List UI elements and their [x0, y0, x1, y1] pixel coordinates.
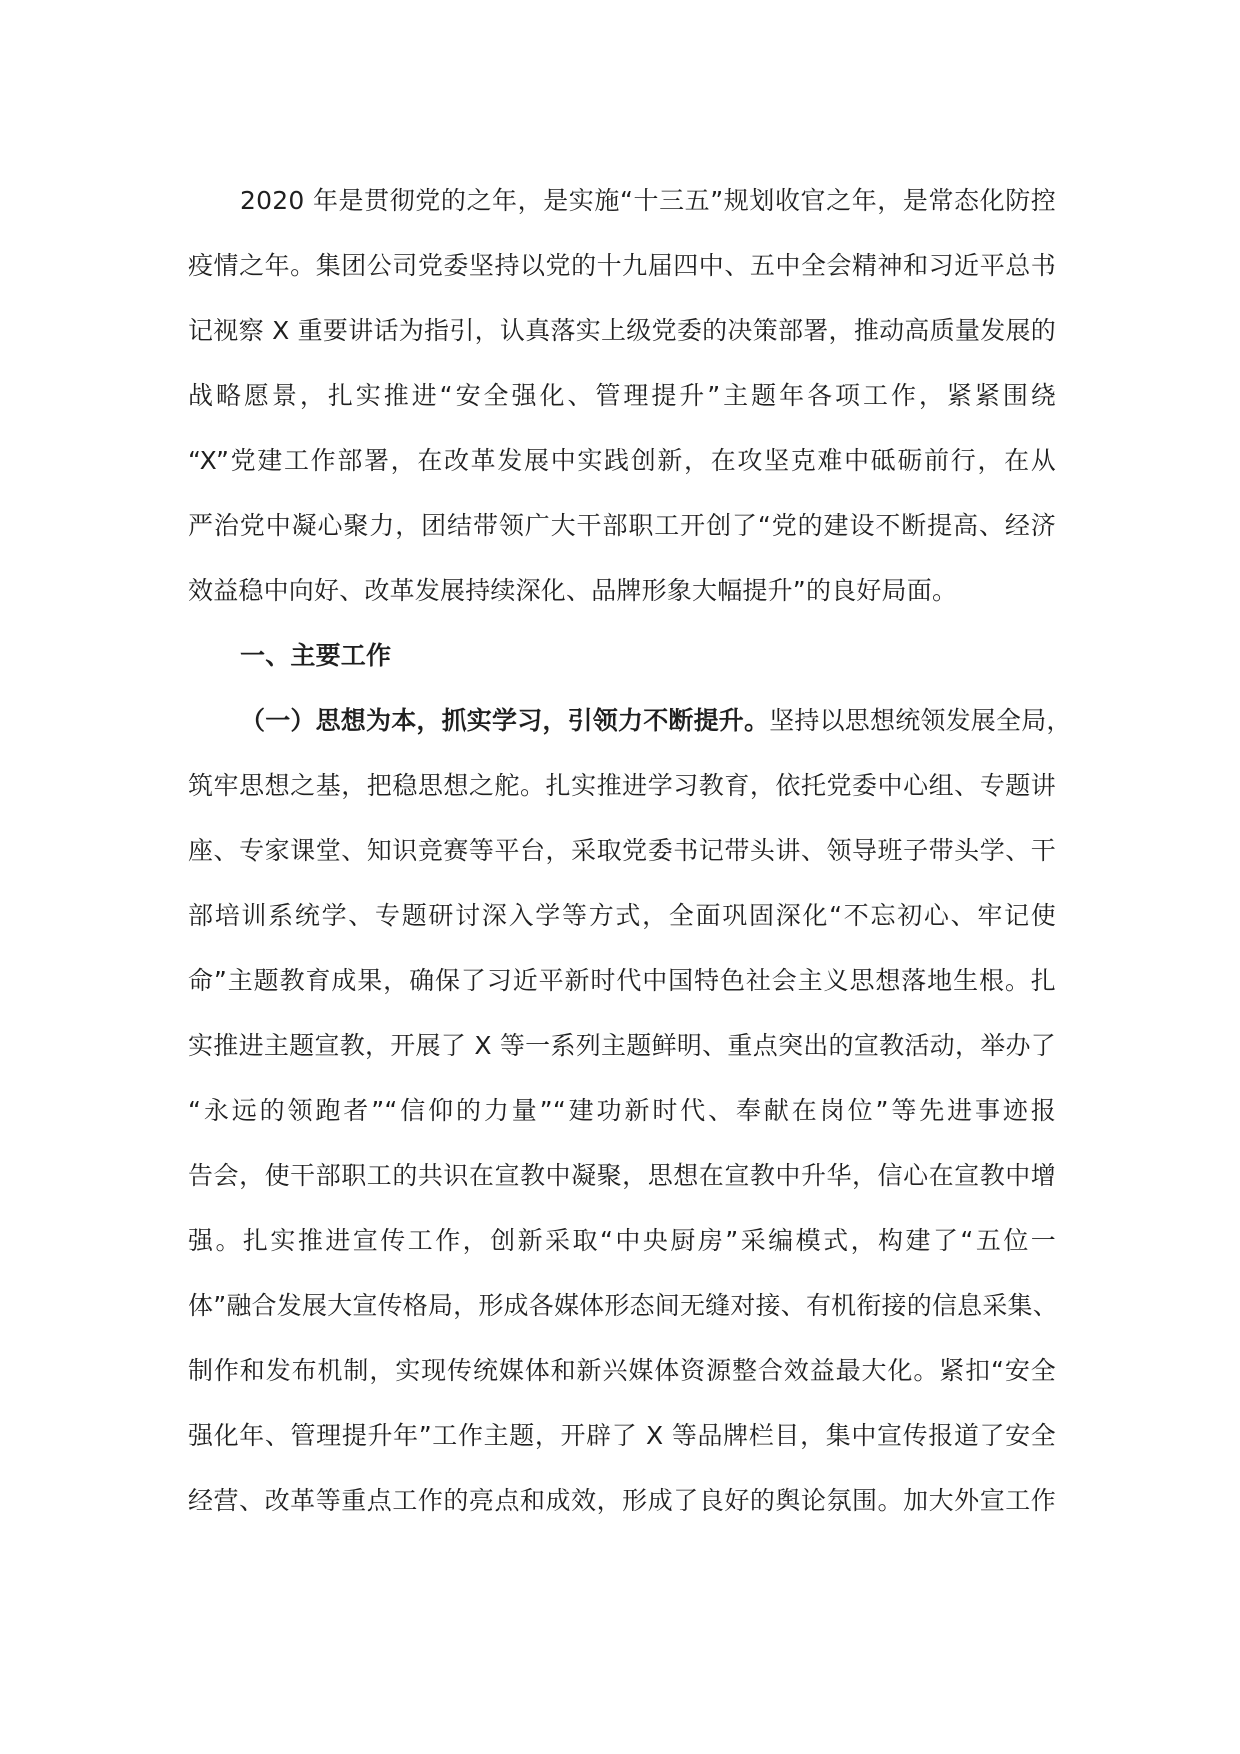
subsection-heading: （一）思想为本，抓实学习，引领力不断提升。	[240, 706, 770, 735]
paragraph-line: 严治党中凝心聚力，团结带领广大干部职工开创了“党的建设不断提高、经济	[188, 511, 1056, 540]
paragraph-line: “永远的领跑者”“信仰的力量”“建功新时代、奉献在岗位”等先进事迹报	[188, 1096, 1056, 1125]
paragraph-line: 2020 年是贯彻党的之年，是实施“十三五”规划收官之年，是常态化防控	[240, 186, 1056, 215]
paragraph-line: 命”主题教育成果，确保了习近平新时代中国特色社会主义思想落地生根。扎	[188, 966, 1056, 995]
paragraph-line: 效益稳中向好、改革发展持续深化、品牌形象大幅提升”的良好局面。	[188, 576, 958, 605]
paragraph-line: 经营、改革等重点工作的亮点和成效，形成了良好的舆论氛围。加大外宣工作	[188, 1486, 1056, 1515]
paragraph-line: 战略愿景，扎实推进“安全强化、管理提升”主题年各项工作，紧紧围绕	[188, 381, 1056, 410]
paragraph-line: 座、专家课堂、知识竞赛等平台，采取党委书记带头讲、领导班子带头学、干	[188, 836, 1056, 865]
subsection-first-line-text: 坚持以思想统领发展全局，	[769, 706, 1072, 735]
paragraph-line: 体”融合发展大宣传格局，形成各媒体形态间无缝对接、有机衔接的信息采集、	[188, 1291, 1058, 1320]
paragraph-line: 实推进主题宣教，开展了 X 等一系列主题鲜明、重点突出的宣教活动，举办了	[188, 1031, 1056, 1060]
section-heading: 一、主要工作	[240, 641, 392, 670]
paragraph-line: 制作和发布机制，实现传统媒体和新兴媒体资源整合效益最大化。紧扣“安全	[188, 1356, 1056, 1385]
paragraph-line: 记视察 X 重要讲话为指引，认真落实上级党委的决策部署，推动高质量发展的	[188, 316, 1056, 345]
paragraph-line: 疫情之年。集团公司党委坚持以党的十九届四中、五中全会精神和习近平总书	[188, 251, 1056, 280]
subsection-first-line	[188, 688, 1072, 753]
paragraph-line: 部培训系统学、专题研讨深入学等方式，全面巩固深化“不忘初心、牢记使	[188, 901, 1056, 930]
paragraph-line: 筑牢思想之基，把稳思想之舵。扎实推进学习教育，依托党委中心组、专题讲	[188, 771, 1056, 800]
paragraph-line: 强。扎实推进宣传工作，创新采取“中央厨房”采编模式，构建了“五位一	[188, 1226, 1056, 1255]
document-body	[188, 168, 1072, 1533]
paragraph-line: 强化年、管理提升年”工作主题，开辟了 X 等品牌栏目，集中宣传报道了安全	[188, 1421, 1056, 1450]
paragraph-line: 告会，使干部职工的共识在宣教中凝聚，思想在宣教中升华，信心在宣教中增	[188, 1161, 1056, 1190]
paragraph-line: “X”党建工作部署，在改革发展中实践创新，在攻坚克难中砥砺前行，在从	[188, 446, 1056, 475]
